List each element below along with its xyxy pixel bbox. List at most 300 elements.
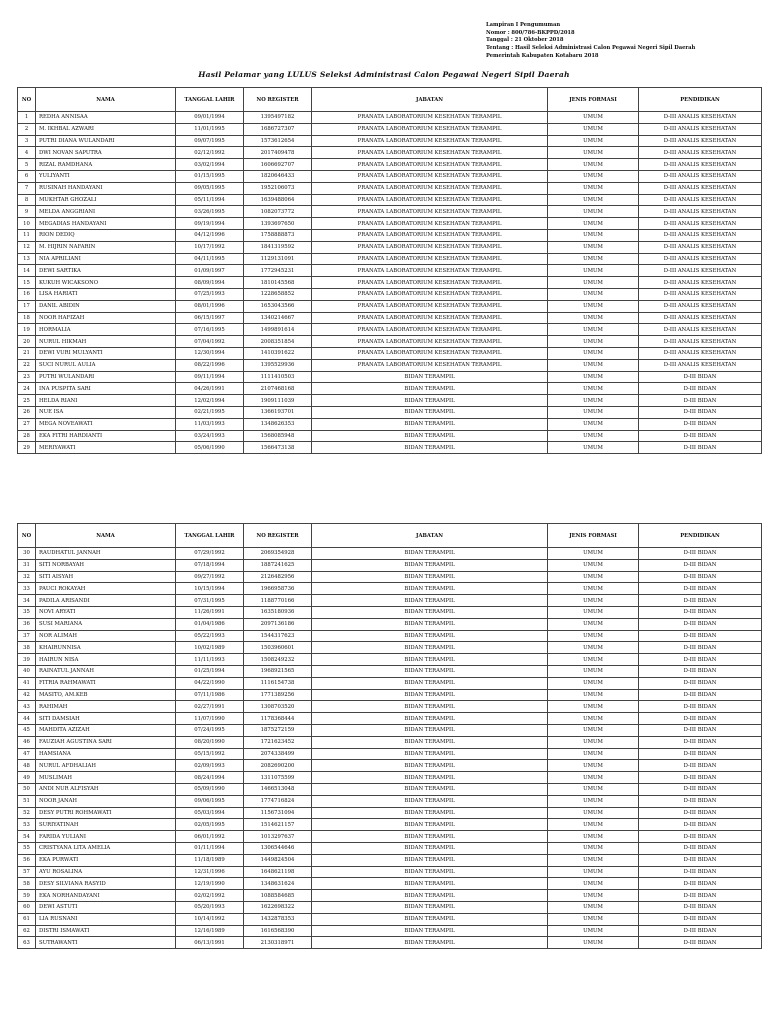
cell-nama: SITI DAMSIAH [36, 713, 176, 725]
cell-no: 25 [18, 395, 36, 407]
cell-no-register: 1810145568 [244, 277, 312, 289]
cell-no-register: 1116154738 [244, 677, 312, 689]
cell-jenis-formasi: UMUM [548, 937, 639, 949]
cell-nama: SUCI NURUL AULIA [36, 359, 176, 371]
cell-jenis-formasi: UMUM [548, 595, 639, 607]
table-row [18, 713, 762, 725]
cell-no-register: 1308703520 [244, 701, 312, 713]
cell-tanggal-lahir: 10/17/1992 [176, 241, 244, 253]
col-header-jenis-formasi: JENIS FORMASI [548, 524, 639, 548]
cell-jabatan: BIDAN TERAMPIL [312, 760, 548, 772]
cell-jenis-formasi: UMUM [548, 772, 639, 784]
cell-no: 23 [18, 371, 36, 383]
cell-no-register: 1410391622 [244, 347, 312, 359]
cell-pendidikan: D-III BIDAN [639, 724, 762, 736]
table-row [18, 831, 762, 843]
table-row [18, 312, 762, 324]
cell-jenis-formasi: UMUM [548, 677, 639, 689]
cell-pendidikan: D-III BIDAN [639, 642, 762, 654]
table-row [18, 206, 762, 218]
cell-no: 63 [18, 937, 36, 949]
cell-no-register: 1514621157 [244, 819, 312, 831]
cell-jabatan: BIDAN TERAMPIL [312, 890, 548, 902]
cell-nama: PADILA ARISANDI [36, 595, 176, 607]
cell-pendidikan: D-III BIDAN [639, 831, 762, 843]
cell-no: 37 [18, 630, 36, 642]
cell-no: 54 [18, 831, 36, 843]
cell-nama: DWI NOVAN SAPUTRA [36, 147, 176, 159]
cell-jabatan: BIDAN TERAMPIL [312, 583, 548, 595]
cell-no: 12 [18, 241, 36, 253]
cell-no: 18 [18, 312, 36, 324]
cell-pendidikan: D-III BIDAN [639, 606, 762, 618]
table-row [18, 324, 762, 336]
cell-no-register: 1366193701 [244, 406, 312, 418]
cell-jenis-formasi: UMUM [548, 665, 639, 677]
cell-jabatan: BIDAN TERAMPIL [312, 701, 548, 713]
table-row [18, 571, 762, 583]
cell-tanggal-lahir: 03/02/1994 [176, 159, 244, 171]
cell-jabatan: BIDAN TERAMPIL [312, 831, 548, 843]
cell-jenis-formasi: UMUM [548, 170, 639, 182]
cell-pendidikan: D-III ANALIS KESEHATAN [639, 159, 762, 171]
cell-nama: RAINATUL JANNAH [36, 665, 176, 677]
table-row [18, 724, 762, 736]
cell-jenis-formasi: UMUM [548, 288, 639, 300]
cell-jenis-formasi: UMUM [548, 701, 639, 713]
cell-tanggal-lahir: 04/22/1990 [176, 677, 244, 689]
cell-no-register: 1566473138 [244, 442, 312, 454]
table-row [18, 241, 762, 253]
cell-nama: MELDA ANGGRIANI [36, 206, 176, 218]
cell-no: 43 [18, 701, 36, 713]
cell-jabatan: BIDAN TERAMPIL [312, 878, 548, 890]
cell-no: 56 [18, 854, 36, 866]
cell-no-register: 2008351854 [244, 336, 312, 348]
cell-pendidikan: D-III BIDAN [639, 901, 762, 913]
cell-nama: MUKHTAR GHOZALI [36, 194, 176, 206]
cell-no: 44 [18, 713, 36, 725]
cell-no-register: 2074338499 [244, 748, 312, 760]
cell-no: 33 [18, 583, 36, 595]
cell-jenis-formasi: UMUM [548, 206, 639, 218]
cell-pendidikan: D-III ANALIS KESEHATAN [639, 241, 762, 253]
results-table-2 [17, 523, 762, 949]
table-row [18, 783, 762, 795]
cell-no: 5 [18, 159, 36, 171]
cell-pendidikan: D-III BIDAN [639, 665, 762, 677]
cell-nama: DEWI SARTIKA [36, 265, 176, 277]
table-row [18, 854, 762, 866]
cell-nama: RION DEDIQ [36, 229, 176, 241]
col-header-jabatan: JABATAN [312, 524, 548, 548]
cell-jabatan: BIDAN TERAMPIL [312, 606, 548, 618]
cell-tanggal-lahir: 07/11/1986 [176, 689, 244, 701]
table-row [18, 606, 762, 618]
cell-pendidikan: D-III BIDAN [639, 819, 762, 831]
cell-jenis-formasi: UMUM [548, 336, 639, 348]
cell-nama: NUE ISA [36, 406, 176, 418]
cell-jabatan: BIDAN TERAMPIL [312, 371, 548, 383]
table-row [18, 689, 762, 701]
cell-nama: MEGADIAS HANDAYANI [36, 218, 176, 230]
cell-jenis-formasi: UMUM [548, 229, 639, 241]
table-header-row [18, 88, 762, 112]
cell-tanggal-lahir: 11/07/1990 [176, 713, 244, 725]
cell-tanggal-lahir: 09/07/1995 [176, 135, 244, 147]
cell-no-register: 1082073772 [244, 206, 312, 218]
cell-nama: PAUCI ROKAYAH [36, 583, 176, 595]
cell-no-register: 1771389256 [244, 689, 312, 701]
cell-tanggal-lahir: 05/20/1993 [176, 901, 244, 913]
cell-jabatan: PRANATA LABORATORIUM KESEHATAN TERAMPIL [312, 194, 548, 206]
cell-jenis-formasi: UMUM [548, 112, 639, 124]
table-row [18, 890, 762, 902]
cell-nama: REDHA ANNISAA [36, 112, 176, 124]
cell-no: 30 [18, 548, 36, 560]
cell-jabatan: BIDAN TERAMPIL [312, 748, 548, 760]
cell-no-register: 1639488064 [244, 194, 312, 206]
cell-tanggal-lahir: 04/26/1991 [176, 383, 244, 395]
cell-jabatan: BIDAN TERAMPIL [312, 430, 548, 442]
cell-jenis-formasi: UMUM [548, 182, 639, 194]
cell-no: 6 [18, 170, 36, 182]
cell-tanggal-lahir: 07/31/1995 [176, 595, 244, 607]
cell-pendidikan: D-III ANALIS KESEHATAN [639, 300, 762, 312]
col-header-tanggal-lahir: TANGGAL LAHIR [176, 88, 244, 112]
cell-tanggal-lahir: 12/02/1994 [176, 395, 244, 407]
cell-jenis-formasi: UMUM [548, 324, 639, 336]
cell-jabatan: BIDAN TERAMPIL [312, 665, 548, 677]
cell-no: 42 [18, 689, 36, 701]
cell-nama: HAIRUN NISA [36, 654, 176, 666]
table-row [18, 760, 762, 772]
cell-jenis-formasi: UMUM [548, 854, 639, 866]
cell-no: 38 [18, 642, 36, 654]
cell-jenis-formasi: UMUM [548, 218, 639, 230]
cell-pendidikan: D-III BIDAN [639, 866, 762, 878]
table-row [18, 371, 762, 383]
cell-tanggal-lahir: 12/30/1994 [176, 347, 244, 359]
table-row [18, 123, 762, 135]
cell-jabatan: BIDAN TERAMPIL [312, 772, 548, 784]
cell-jabatan: BIDAN TERAMPIL [312, 807, 548, 819]
cell-no: 36 [18, 618, 36, 630]
cell-nama: M. IKHBAL AZWARI [36, 123, 176, 135]
cell-no-register: 1228658852 [244, 288, 312, 300]
cell-jenis-formasi: UMUM [548, 418, 639, 430]
table-row [18, 548, 762, 560]
cell-no-register: 1968921565 [244, 665, 312, 677]
cell-tanggal-lahir: 05/11/1994 [176, 194, 244, 206]
cell-jenis-formasi: UMUM [548, 689, 639, 701]
cell-no: 45 [18, 724, 36, 736]
cell-nama: FARIDA YULIANI [36, 831, 176, 843]
cell-no: 61 [18, 913, 36, 925]
cell-no: 2 [18, 123, 36, 135]
cell-jabatan: BIDAN TERAMPIL [312, 783, 548, 795]
table-row [18, 925, 762, 937]
cell-pendidikan: D-III BIDAN [639, 772, 762, 784]
cell-nama: SURIYATINAH [36, 819, 176, 831]
cell-no-register: 1156731094 [244, 807, 312, 819]
header-line: Tanggal : 21 Oktober 2018 [486, 37, 564, 44]
cell-jabatan: PRANATA LABORATORIUM KESEHATAN TERAMPIL [312, 112, 548, 124]
cell-no: 27 [18, 418, 36, 430]
cell-jenis-formasi: UMUM [548, 371, 639, 383]
table-row [18, 430, 762, 442]
cell-jenis-formasi: UMUM [548, 866, 639, 878]
cell-no-register: 1635180936 [244, 606, 312, 618]
cell-jabatan: BIDAN TERAMPIL [312, 406, 548, 418]
cell-pendidikan: D-III BIDAN [639, 677, 762, 689]
cell-jabatan: PRANATA LABORATORIUM KESEHATAN TERAMPIL [312, 206, 548, 218]
cell-nama: DEWI VURI MULYANTI [36, 347, 176, 359]
cell-no-register: 1348631624 [244, 878, 312, 890]
cell-jabatan: BIDAN TERAMPIL [312, 418, 548, 430]
cell-jenis-formasi: UMUM [548, 890, 639, 902]
cell-no-register: 1508249232 [244, 654, 312, 666]
cell-nama: MERIYAWATI [36, 442, 176, 454]
cell-jabatan: BIDAN TERAMPIL [312, 654, 548, 666]
cell-jabatan: BIDAN TERAMPIL [312, 571, 548, 583]
table-row [18, 630, 762, 642]
cell-pendidikan: D-III BIDAN [639, 383, 762, 395]
cell-nama: MASITO, AM.KEB [36, 689, 176, 701]
cell-jenis-formasi: UMUM [548, 807, 639, 819]
cell-no-register: 1653043566 [244, 300, 312, 312]
cell-tanggal-lahir: 07/25/1993 [176, 288, 244, 300]
cell-no: 57 [18, 866, 36, 878]
cell-no: 21 [18, 347, 36, 359]
cell-pendidikan: D-III BIDAN [639, 395, 762, 407]
cell-tanggal-lahir: 06/13/1991 [176, 937, 244, 949]
cell-nama: RAUDHATUL JANNAH [36, 548, 176, 560]
table-row [18, 218, 762, 230]
cell-jabatan: PRANATA LABORATORIUM KESEHATAN TERAMPIL [312, 218, 548, 230]
table-row [18, 135, 762, 147]
table-row [18, 277, 762, 289]
cell-jenis-formasi: UMUM [548, 359, 639, 371]
cell-jenis-formasi: UMUM [548, 265, 639, 277]
cell-no: 10 [18, 218, 36, 230]
cell-no-register: 1449824504 [244, 854, 312, 866]
table-row [18, 383, 762, 395]
table-row [18, 618, 762, 630]
cell-pendidikan: D-III BIDAN [639, 748, 762, 760]
cell-jenis-formasi: UMUM [548, 630, 639, 642]
cell-jenis-formasi: UMUM [548, 878, 639, 890]
cell-tanggal-lahir: 03/26/1995 [176, 206, 244, 218]
cell-tanggal-lahir: 08/09/1994 [176, 277, 244, 289]
cell-jenis-formasi: UMUM [548, 795, 639, 807]
results-table-1 [17, 87, 762, 454]
cell-pendidikan: D-III BIDAN [639, 854, 762, 866]
cell-jenis-formasi: UMUM [548, 300, 639, 312]
cell-no-register: 1686727307 [244, 123, 312, 135]
cell-no-register: 2097136186 [244, 618, 312, 630]
cell-tanggal-lahir: 12/19/1990 [176, 878, 244, 890]
cell-jabatan: PRANATA LABORATORIUM KESEHATAN TERAMPIL [312, 265, 548, 277]
cell-tanggal-lahir: 02/27/1991 [176, 701, 244, 713]
cell-nama: MEGA NOVEAWATI [36, 418, 176, 430]
cell-no: 60 [18, 901, 36, 913]
cell-tanggal-lahir: 11/11/1993 [176, 654, 244, 666]
cell-jabatan: BIDAN TERAMPIL [312, 618, 548, 630]
cell-pendidikan: D-III ANALIS KESEHATAN [639, 347, 762, 359]
cell-no-register: 1503960601 [244, 642, 312, 654]
table-row [18, 748, 762, 760]
cell-jabatan: BIDAN TERAMPIL [312, 901, 548, 913]
cell-nama: NOR ALIMAH [36, 630, 176, 642]
cell-no: 41 [18, 677, 36, 689]
cell-jenis-formasi: UMUM [548, 147, 639, 159]
cell-no: 17 [18, 300, 36, 312]
cell-jabatan: BIDAN TERAMPIL [312, 630, 548, 642]
cell-nama: RAHIMAH [36, 701, 176, 713]
col-header-pendidikan: PENDIDIKAN [639, 524, 762, 548]
cell-tanggal-lahir: 07/24/1995 [176, 724, 244, 736]
cell-jabatan: PRANATA LABORATORIUM KESEHATAN TERAMPIL [312, 147, 548, 159]
table-row [18, 253, 762, 265]
cell-no-register: 1909111039 [244, 395, 312, 407]
cell-jabatan: PRANATA LABORATORIUM KESEHATAN TERAMPIL [312, 324, 548, 336]
cell-no: 55 [18, 842, 36, 854]
cell-nama: YULIYANTI [36, 170, 176, 182]
cell-nama: ANDI NUR ALFISYAH [36, 783, 176, 795]
cell-pendidikan: D-III ANALIS KESEHATAN [639, 112, 762, 124]
cell-pendidikan: D-III BIDAN [639, 595, 762, 607]
cell-tanggal-lahir: 05/22/1993 [176, 630, 244, 642]
cell-tanggal-lahir: 01/25/1994 [176, 665, 244, 677]
cell-jenis-formasi: UMUM [548, 783, 639, 795]
announcement-header [486, 22, 695, 61]
cell-no: 53 [18, 819, 36, 831]
cell-jenis-formasi: UMUM [548, 253, 639, 265]
cell-jabatan: BIDAN TERAMPIL [312, 913, 548, 925]
cell-no: 3 [18, 135, 36, 147]
cell-tanggal-lahir: 04/11/1995 [176, 253, 244, 265]
cell-jabatan: BIDAN TERAMPIL [312, 842, 548, 854]
table-row [18, 170, 762, 182]
cell-nama: KUKUH WICAKSONO [36, 277, 176, 289]
cell-no-register: 1758888873 [244, 229, 312, 241]
cell-no: 39 [18, 654, 36, 666]
cell-no: 46 [18, 736, 36, 748]
cell-tanggal-lahir: 08/24/1994 [176, 772, 244, 784]
cell-jenis-formasi: UMUM [548, 713, 639, 725]
cell-no-register: 1952106073 [244, 182, 312, 194]
cell-no: 40 [18, 665, 36, 677]
cell-no: 11 [18, 229, 36, 241]
cell-pendidikan: D-III BIDAN [639, 583, 762, 595]
cell-jabatan: BIDAN TERAMPIL [312, 395, 548, 407]
cell-no: 13 [18, 253, 36, 265]
cell-jabatan: PRANATA LABORATORIUM KESEHATAN TERAMPIL [312, 277, 548, 289]
cell-pendidikan: D-III BIDAN [639, 371, 762, 383]
cell-pendidikan: D-III BIDAN [639, 618, 762, 630]
cell-tanggal-lahir: 08/20/1990 [176, 736, 244, 748]
col-header-no: NO [18, 524, 36, 548]
table-row [18, 559, 762, 571]
cell-jabatan: BIDAN TERAMPIL [312, 925, 548, 937]
cell-pendidikan: D-III BIDAN [639, 548, 762, 560]
cell-jenis-formasi: UMUM [548, 312, 639, 324]
table-row [18, 395, 762, 407]
table-row [18, 901, 762, 913]
cell-no: 47 [18, 748, 36, 760]
cell-nama: MUSLIMAH [36, 772, 176, 784]
cell-tanggal-lahir: 06/15/1997 [176, 312, 244, 324]
cell-pendidikan: D-III ANALIS KESEHATAN [639, 277, 762, 289]
cell-pendidikan: D-III ANALIS KESEHATAN [639, 135, 762, 147]
cell-no-register: 2017409478 [244, 147, 312, 159]
cell-nama: DANIL ABIDIN [36, 300, 176, 312]
cell-jabatan: BIDAN TERAMPIL [312, 595, 548, 607]
table-row [18, 442, 762, 454]
cell-jabatan: PRANATA LABORATORIUM KESEHATAN TERAMPIL [312, 182, 548, 194]
table-row [18, 913, 762, 925]
table-header-row [18, 524, 762, 548]
table-row [18, 583, 762, 595]
cell-tanggal-lahir: 07/18/1994 [176, 559, 244, 571]
col-header-tanggal-lahir: TANGGAL LAHIR [176, 524, 244, 548]
cell-nama: EKA PURWATI [36, 854, 176, 866]
cell-no: 31 [18, 559, 36, 571]
table-row [18, 654, 762, 666]
cell-tanggal-lahir: 12/31/1996 [176, 866, 244, 878]
table-row [18, 772, 762, 784]
cell-pendidikan: D-III ANALIS KESEHATAN [639, 147, 762, 159]
header-line: Pemerintah Kabupaten Kotabaru 2018 [486, 52, 599, 59]
cell-no-register: 1178368444 [244, 713, 312, 725]
cell-no-register: 1606692707 [244, 159, 312, 171]
cell-jabatan: PRANATA LABORATORIUM KESEHATAN TERAMPIL [312, 253, 548, 265]
header-line: Lampiran I Pengumuman [486, 22, 561, 28]
cell-tanggal-lahir: 11/01/1995 [176, 123, 244, 135]
cell-no-register: 2126482956 [244, 571, 312, 583]
cell-nama: NIA APRILIANI [36, 253, 176, 265]
table-row [18, 642, 762, 654]
cell-no-register: 1499891614 [244, 324, 312, 336]
table-row [18, 807, 762, 819]
cell-no-register: 1721623452 [244, 736, 312, 748]
cell-jenis-formasi: UMUM [548, 583, 639, 595]
cell-nama: INA PUSPITA SARI [36, 383, 176, 395]
table-row [18, 347, 762, 359]
cell-pendidikan: D-III BIDAN [639, 418, 762, 430]
cell-no: 62 [18, 925, 36, 937]
cell-pendidikan: D-III ANALIS KESEHATAN [639, 194, 762, 206]
cell-tanggal-lahir: 10/14/1992 [176, 913, 244, 925]
cell-tanggal-lahir: 07/16/1995 [176, 324, 244, 336]
cell-pendidikan: D-III BIDAN [639, 736, 762, 748]
cell-tanggal-lahir: 05/15/1992 [176, 748, 244, 760]
col-header-jenis-formasi: JENIS FORMASI [548, 88, 639, 112]
cell-tanggal-lahir: 09/11/1994 [176, 371, 244, 383]
cell-jabatan: PRANATA LABORATORIUM KESEHATAN TERAMPIL [312, 347, 548, 359]
cell-jabatan: BIDAN TERAMPIL [312, 713, 548, 725]
cell-nama: EKA FITRI HARDIANTI [36, 430, 176, 442]
cell-nama: SITI NORBAYAH [36, 559, 176, 571]
cell-jabatan: BIDAN TERAMPIL [312, 689, 548, 701]
cell-nama: FAUZIAH AGUSTINA SARI [36, 736, 176, 748]
col-header-nama: NAMA [36, 524, 176, 548]
cell-jabatan: BIDAN TERAMPIL [312, 795, 548, 807]
cell-no: 48 [18, 760, 36, 772]
cell-tanggal-lahir: 06/01/1992 [176, 831, 244, 843]
cell-tanggal-lahir: 10/02/1989 [176, 642, 244, 654]
